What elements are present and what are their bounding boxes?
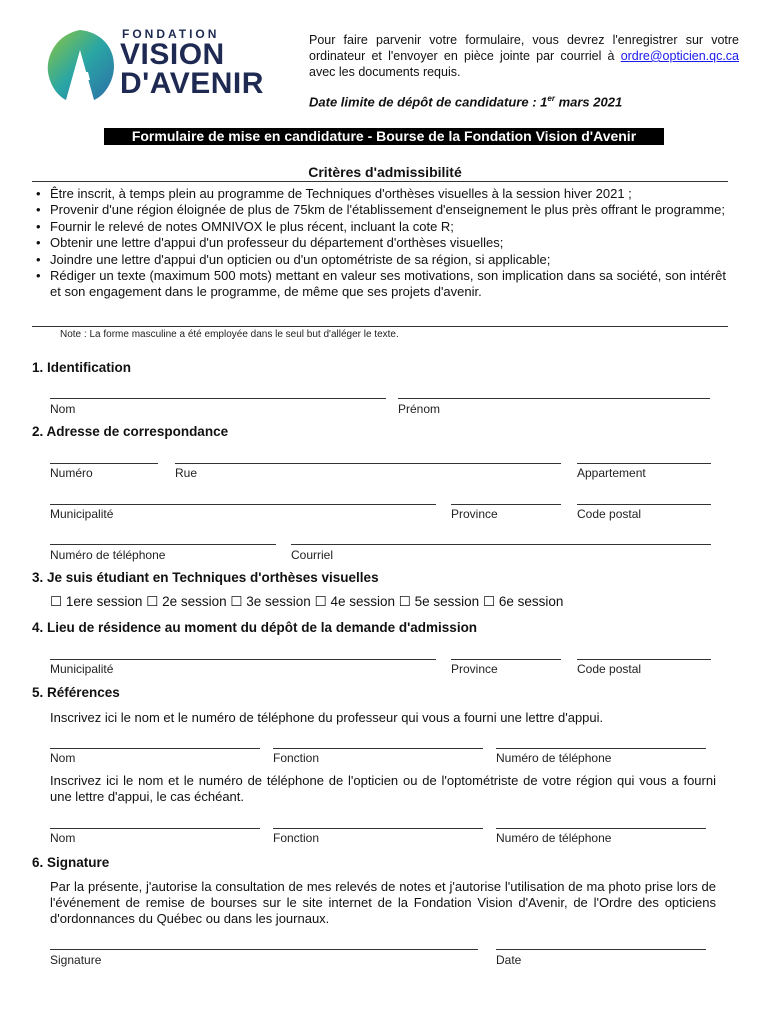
numero-field[interactable] xyxy=(50,463,158,464)
session-checkbox[interactable]: ☐ xyxy=(314,594,327,609)
criteria-item: • Provenir d'une région éloignée de plus de 75km de l'établissement d'enseignement le plus près offrant le programme; xyxy=(36,202,726,218)
criteria-item: • Être inscrit, à temps plein au programme de Techniques d'orthèses visuelles à la session hiver 2021 ; xyxy=(36,186,726,202)
session-label: 4e session xyxy=(330,594,395,609)
session-label: 6e session xyxy=(498,594,564,609)
section-address-title: 2. Adresse de correspondance xyxy=(32,424,229,439)
session-label: 1ere session xyxy=(65,594,143,609)
opt-telephone-label: Numéro de téléphone xyxy=(496,831,612,845)
section-signature-title: 6. Signature xyxy=(32,855,110,870)
intro-text xyxy=(309,32,739,80)
prenom-field[interactable] xyxy=(398,398,710,399)
section-session-title: 3. Je suis étudiant en Techniques d'orthèses visuelles xyxy=(32,570,379,585)
logo-subtitle: FONDATION xyxy=(122,27,220,41)
nom-label: Nom xyxy=(50,402,76,416)
prof-fonction-label: Fonction xyxy=(273,751,320,765)
criteria-list xyxy=(36,186,726,301)
municipalite-field[interactable] xyxy=(50,504,436,505)
opt-telephone-field[interactable] xyxy=(496,828,706,829)
section-references-title: 5. Références xyxy=(32,685,120,700)
signature-consent-text: Par la présente, j'autorise la consultation de mes relevés de notes et j'autorise l'utilisation de ma photo prise lors de l'événement de remise de bourses sur le site internet de la Fondation Vision d'Avenir, de l'Ordre des opticiens d'ordonnances du Québec ou dans les journaux. xyxy=(50,879,716,926)
session-label: 3e session xyxy=(246,594,311,609)
section-identification-title: 1. Identification xyxy=(32,360,132,375)
criteria-item: • Joindre une lettre d'appui d'un opticien ou d'un optométriste de sa région, si applicable; xyxy=(36,252,726,268)
criteria-item: • Obtenir une lettre d'appui d'un professeur du département d'orthèses visuelles; xyxy=(36,235,726,251)
rue-label: Rue xyxy=(175,466,198,480)
prof-fonction-field[interactable] xyxy=(273,748,483,749)
prof-telephone-label: Numéro de téléphone xyxy=(496,751,612,765)
session-checkbox[interactable]: ☐ xyxy=(146,594,159,609)
code-postal-field[interactable] xyxy=(577,504,711,505)
residence-code-postal-label: Code postal xyxy=(577,662,642,676)
residence-code-postal-field[interactable] xyxy=(577,659,711,660)
opt-fonction-field[interactable] xyxy=(273,828,483,829)
logo-title-line-2: D'AVENIR xyxy=(120,67,264,100)
residence-municipalite-label: Municipalité xyxy=(50,662,114,676)
courriel-label: Courriel xyxy=(291,548,334,562)
session-label: 5e session xyxy=(414,594,480,609)
foundation-logo-icon xyxy=(44,28,116,102)
section-residence-title: 4. Lieu de résidence au moment du dépôt de la demande d'admission xyxy=(32,620,478,635)
deadline-sup: er xyxy=(547,94,555,103)
opt-nom-field[interactable] xyxy=(50,828,260,829)
opt-fonction-label: Fonction xyxy=(273,831,320,845)
residence-province-field[interactable] xyxy=(451,659,561,660)
province-label: Province xyxy=(451,507,498,521)
appartement-field[interactable] xyxy=(577,463,711,464)
form-title-banner: Formulaire de mise en candidature - Bourse de la Fondation Vision d'Avenir xyxy=(104,128,664,145)
municipalite-label: Municipalité xyxy=(50,507,114,521)
intro-text-start: Pour faire parvenir votre formulaire, vous devrez l'enregistrer sur votre ordinateur et l'envoyer en pièce jointe par courriel à xyxy=(309,33,739,63)
gender-note: Note : La forme masculine a été employée dans le seul but d'alléger le texte. xyxy=(60,329,399,340)
session-checkbox[interactable]: ☐ xyxy=(482,594,496,609)
criteria-item: • Rédiger un texte (maximum 500 mots) mettant en valeur ses motivations, son implication dans sa société, son intérêt et son engagement dans le programme, de même que ses projets d'avenir. xyxy=(36,268,726,301)
prof-nom-label: Nom xyxy=(50,751,76,765)
rue-field[interactable] xyxy=(175,463,561,464)
references-optician-text: Inscrivez ici le nom et le numéro de téléphone de l'opticien ou de l'optométriste de votre région qui vous a fourni une lettre d'appui, le cas échéant. xyxy=(50,773,716,804)
appartement-label: Appartement xyxy=(577,466,646,480)
telephone-label: Numéro de téléphone xyxy=(50,548,166,562)
date-field[interactable] xyxy=(496,949,706,950)
deadline xyxy=(309,94,622,109)
email-link[interactable]: ordre@opticien.qc.ca xyxy=(620,49,739,63)
divider xyxy=(32,181,728,182)
prof-nom-field[interactable] xyxy=(50,748,260,749)
signature-field[interactable] xyxy=(50,949,478,950)
references-professor-text: Inscrivez ici le nom et le numéro de téléphone du professeur qui vous a fourni une lettre d'appui. xyxy=(50,710,604,725)
deadline-suffix: mars 2021 xyxy=(554,94,623,110)
criteria-item: • Fournir le relevé de notes OMNIVOX le plus récent, incluant la cote R; xyxy=(36,219,726,235)
session-checkbox[interactable]: ☐ xyxy=(230,594,243,609)
telephone-field[interactable] xyxy=(50,544,276,545)
nom-field[interactable] xyxy=(50,398,386,399)
code-postal-label: Code postal xyxy=(577,507,642,521)
prof-telephone-field[interactable] xyxy=(496,748,706,749)
opt-nom-label: Nom xyxy=(50,831,76,845)
session-label: 2e session xyxy=(162,594,227,609)
signature-label: Signature xyxy=(50,953,102,967)
logo-title xyxy=(120,40,264,98)
numero-label: Numéro xyxy=(50,466,93,480)
session-checkbox[interactable]: ☐ xyxy=(50,594,63,609)
deadline-prefix: Date limite de dépôt de candidature : 1 xyxy=(309,94,548,110)
residence-province-label: Province xyxy=(451,662,498,676)
province-field[interactable] xyxy=(451,504,561,505)
date-label: Date xyxy=(496,953,522,967)
divider xyxy=(32,326,728,327)
logo-title-line-1: VISION xyxy=(120,38,225,71)
prenom-label: Prénom xyxy=(398,402,441,416)
session-checkbox[interactable]: ☐ xyxy=(398,594,411,609)
criteria-title: Critères d'admissibilité xyxy=(308,164,462,180)
courriel-field[interactable] xyxy=(291,544,711,545)
intro-text-end: avec les documents requis. xyxy=(309,65,461,79)
residence-municipalite-field[interactable] xyxy=(50,659,436,660)
session-options xyxy=(50,594,563,610)
